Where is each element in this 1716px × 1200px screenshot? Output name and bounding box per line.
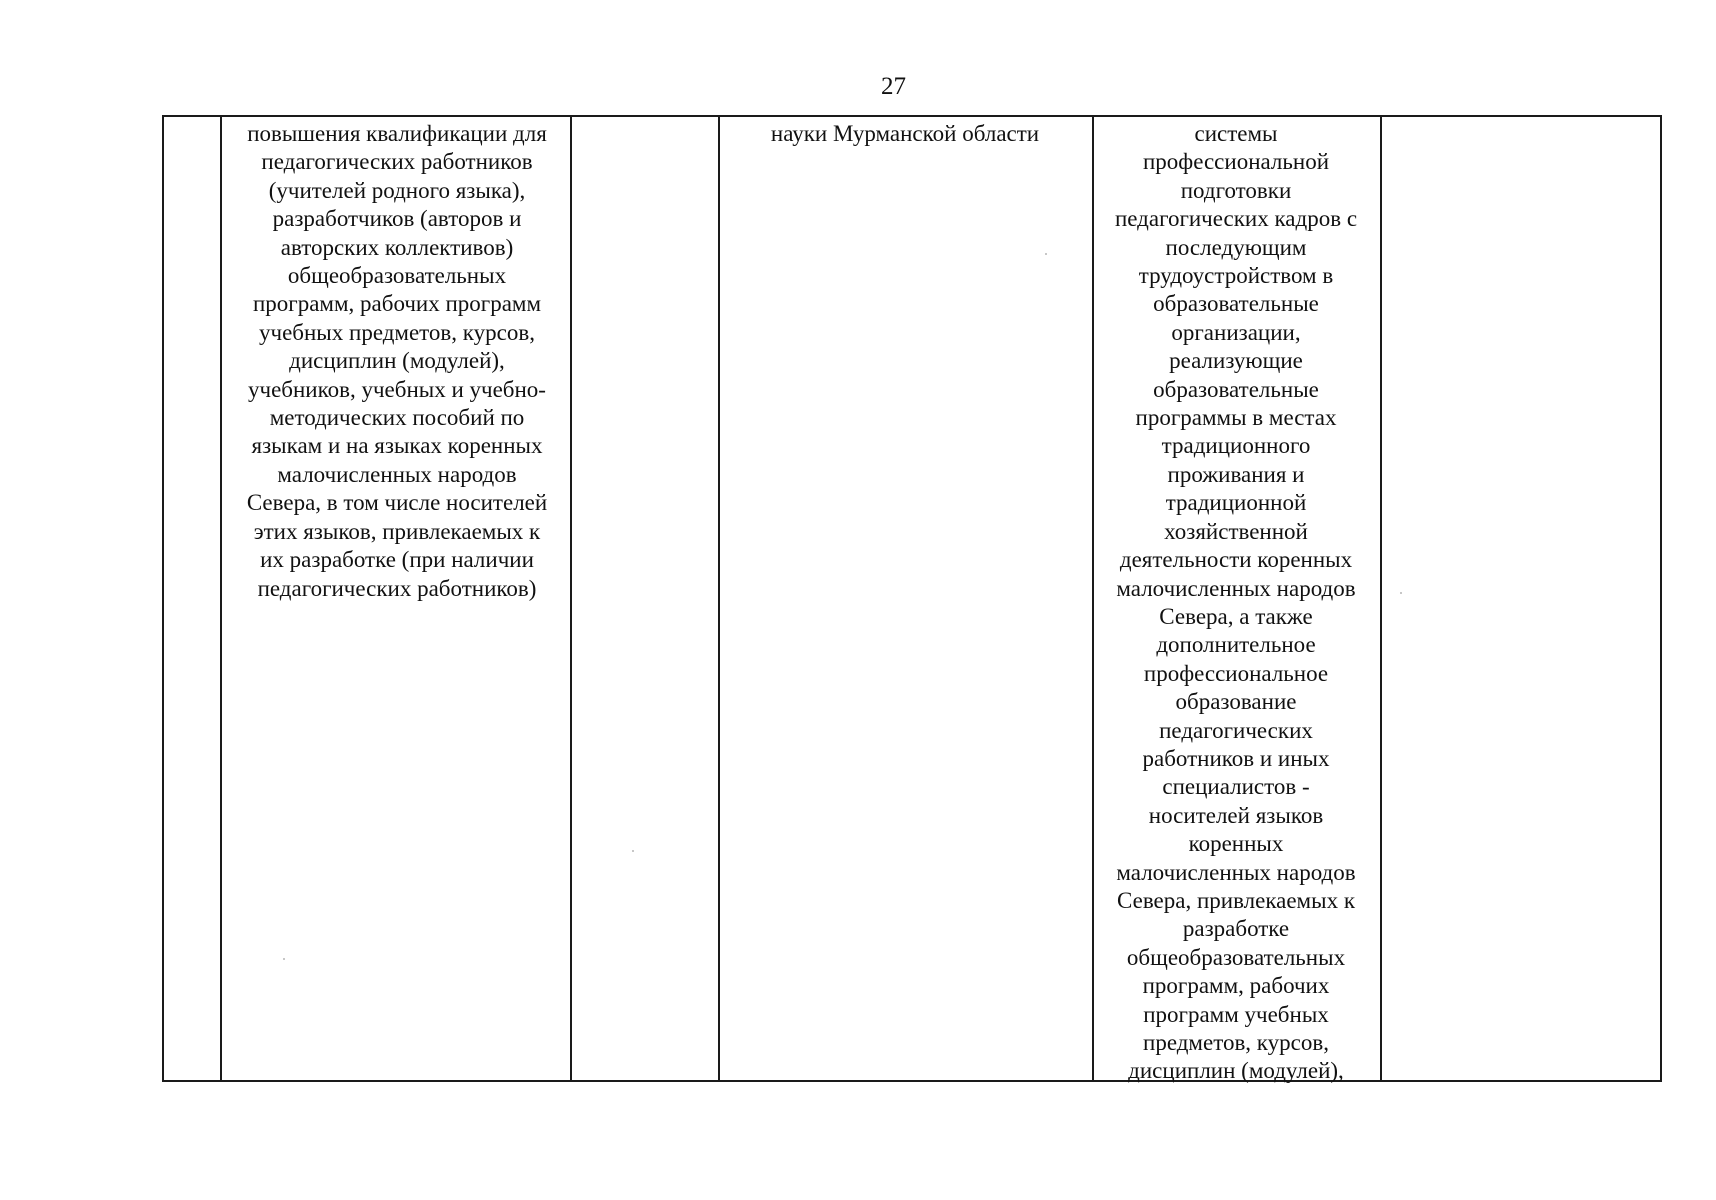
table-cell-col2: повышения квалификации для педагогических работников (учителей родного языка), разработчиков (авторов и авторских коллективов) общеобразовательных программ, рабочих программ учебных предметов, курсов, дисциплин (модулей), учебников, учебных и учебно- методических пособий по языкам и на языках коренных малочисленных народов Севера, в том числе носителей этих языков, привлекаемых к их разработке (при наличии педагогических работников) [246,121,548,601]
table-cell-col5: системы профессиональной подготовки педагогических кадров с последующим трудоустройством в образовательные организации, реализующие образовательные программы в местах традиционного проживания и традиционной хозяйственной деятельности коренных малочисленных народов Севера, а также дополнительное профессиональное образование педагогических работников и иных специалистов - носителей языков коренных малочисленных народов Севера, привлекаемых к разработке общеобразовательных программ, рабочих программ учебных предметов, курсов, дисциплин (модулей), [1114,121,1358,1084]
scan-speck [283,958,285,960]
column-divider-3 [718,115,720,1082]
page-number: 27 [881,73,906,100]
column-divider-4 [1092,115,1094,1082]
scan-speck [1045,253,1047,255]
table-cell-col4: науки Мурманской области [770,121,1040,146]
scan-speck [632,850,634,852]
scan-speck [1400,592,1402,594]
column-divider-5 [1380,115,1382,1082]
column-divider-2 [570,115,572,1082]
column-divider-1 [220,115,222,1082]
